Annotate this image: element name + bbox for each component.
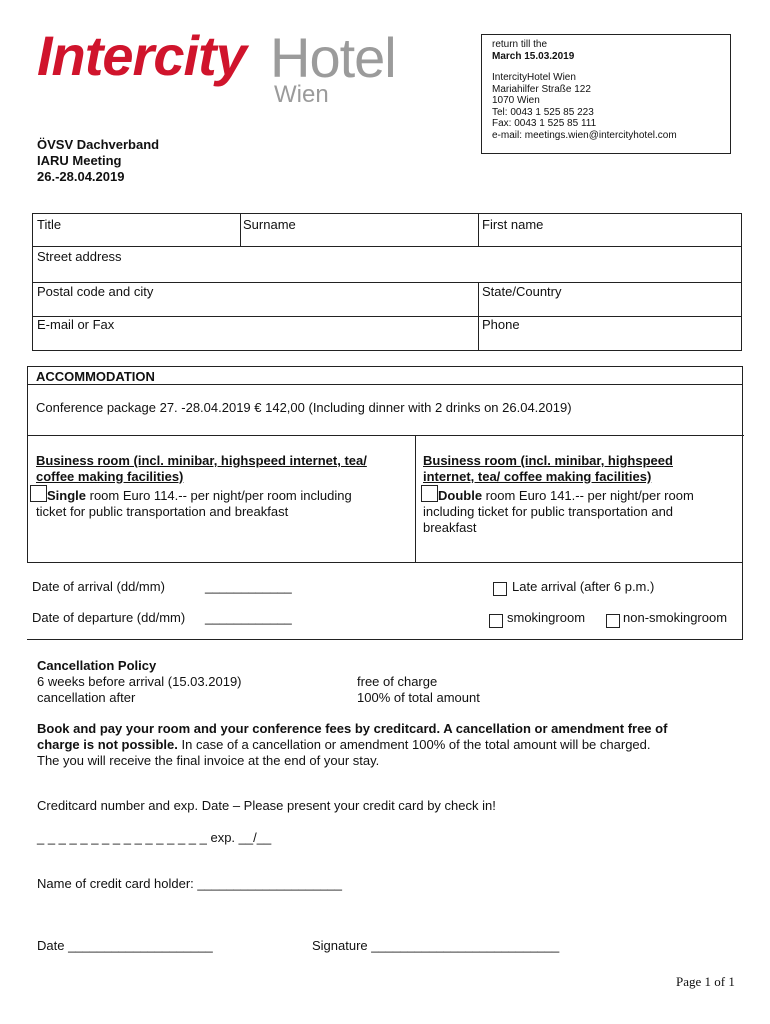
cancellation-charge-1: free of charge	[357, 674, 438, 689]
payment-notice-line2: In case of a cancellation or amendment 100% of the total amount will be charged.	[177, 737, 651, 752]
late-arrival-checkbox[interactable]	[493, 582, 507, 596]
hotel-name: IntercityHotel Wien	[492, 72, 576, 83]
logo-city: Wien	[274, 81, 329, 108]
arrival-label: Date of arrival (dd/mm)	[32, 579, 165, 594]
creditcard-prompt: Creditcard number and exp. Date – Please present your credit card by check in!	[37, 798, 496, 813]
logo-intercity: Intercity	[37, 24, 246, 87]
email-fax-field[interactable]: E-mail or Fax	[37, 317, 115, 332]
double-room-checkbox[interactable]	[421, 485, 438, 502]
event-info	[37, 137, 159, 185]
hotel-city: 1070 Wien	[492, 95, 540, 106]
cancellation-period-1: 6 weeks before arrival (15.03.2019)	[37, 674, 242, 689]
event-organization: ÖVSV Dachverband	[37, 137, 160, 152]
double-room-includes-cont: breakfast	[423, 520, 477, 535]
state-country-field[interactable]: State/Country	[482, 284, 562, 299]
return-deadline: March 15.03.2019	[492, 50, 575, 62]
arrival-input[interactable]: ____________	[205, 579, 292, 594]
payment-notice	[37, 721, 742, 769]
double-room-type: Double	[438, 488, 483, 503]
single-room-includes: ticket for public transportation and breakfast	[36, 504, 289, 519]
creditcard-number-input[interactable]: _ _ _ _ _ _ _ _ _ _ _ _ _ _ _ _ exp. __/__	[37, 830, 272, 845]
surname-field[interactable]: Surname	[243, 217, 296, 232]
event-meeting: IARU Meeting	[37, 153, 122, 168]
single-room-title-cont: coffee making facilities)	[36, 469, 184, 484]
hotel-tel: Tel: 0043 1 525 85 223	[492, 106, 594, 118]
dates-section	[27, 563, 743, 640]
departure-label: Date of departure (dd/mm)	[32, 610, 186, 625]
double-room-title: Business room (incl. minibar, highspeed	[423, 453, 673, 468]
cancellation-charge-2: 100% of total amount	[357, 690, 480, 705]
hotel-street: Mariahilfer Straße 122	[492, 83, 591, 95]
cancellation-period-2: cancellation after	[37, 690, 136, 705]
payment-notice-line1: Book and pay your room and your conference fees by creditcard. A cancellation or amendment free of	[37, 721, 668, 736]
first-name-field[interactable]: First name	[482, 217, 544, 232]
personal-details-form	[32, 213, 742, 351]
date-input[interactable]: Date ____________________	[37, 938, 213, 953]
double-room-includes: including ticket for public transportation and	[423, 504, 674, 519]
return-till-label: return till the	[492, 39, 548, 50]
logo-hotel: Hotel	[270, 26, 396, 89]
cancellation-charges	[357, 674, 480, 706]
double-room-title-cont: internet, tea/ coffee making facilities)	[423, 469, 652, 484]
accommodation-heading: ACCOMMODATION	[36, 369, 155, 384]
single-room-checkbox[interactable]	[30, 485, 47, 502]
non-smoking-room-checkbox[interactable]	[606, 614, 620, 628]
departure-input[interactable]: ____________	[205, 610, 292, 625]
event-dates: 26.-28.04.2019	[37, 169, 125, 184]
single-room-title: Business room (incl. minibar, highspeed internet, tea/	[36, 453, 367, 468]
hotel-email: e-mail: meetings.wien@intercityhotel.com	[492, 129, 677, 141]
accommodation-section	[27, 366, 743, 563]
title-field[interactable]: Title	[37, 217, 62, 232]
postal-city-field[interactable]: Postal code and city	[37, 284, 154, 299]
double-room-option	[423, 453, 738, 536]
non-smoking-room-label: non-smokingroom	[623, 610, 728, 625]
payment-notice-bold: charge is not possible.	[37, 737, 178, 752]
hotel-fax: Fax: 0043 1 525 85 111	[492, 118, 597, 129]
smoking-room-checkbox[interactable]	[489, 614, 503, 628]
card-holder-input[interactable]: Name of credit card holder: ____________________	[37, 876, 343, 891]
conference-package: Conference package 27. -28.04.2019 € 142,00 (Including dinner with 2 drinks on 26.04.2019)	[36, 400, 572, 415]
signature-input[interactable]: Signature __________________________	[312, 938, 560, 953]
payment-notice-line3: The you will receive the final invoice at the end of your stay.	[37, 753, 380, 768]
page-number: Page 1 of 1	[676, 974, 735, 989]
single-room-price: room Euro 114.-- per night/per room including	[86, 488, 352, 503]
street-address-field[interactable]: Street address	[37, 249, 122, 264]
late-arrival-label: Late arrival (after 6 p.m.)	[512, 579, 655, 594]
double-room-price: room Euro 141.-- per night/per room	[482, 488, 694, 503]
phone-field[interactable]: Phone	[482, 317, 520, 332]
smoking-room-label: smokingroom	[507, 610, 586, 625]
cancellation-policy	[37, 658, 242, 706]
return-address-box	[481, 34, 731, 154]
single-room-option	[36, 453, 411, 520]
single-room-type: Single	[47, 488, 87, 503]
cancellation-title: Cancellation Policy	[37, 658, 157, 673]
